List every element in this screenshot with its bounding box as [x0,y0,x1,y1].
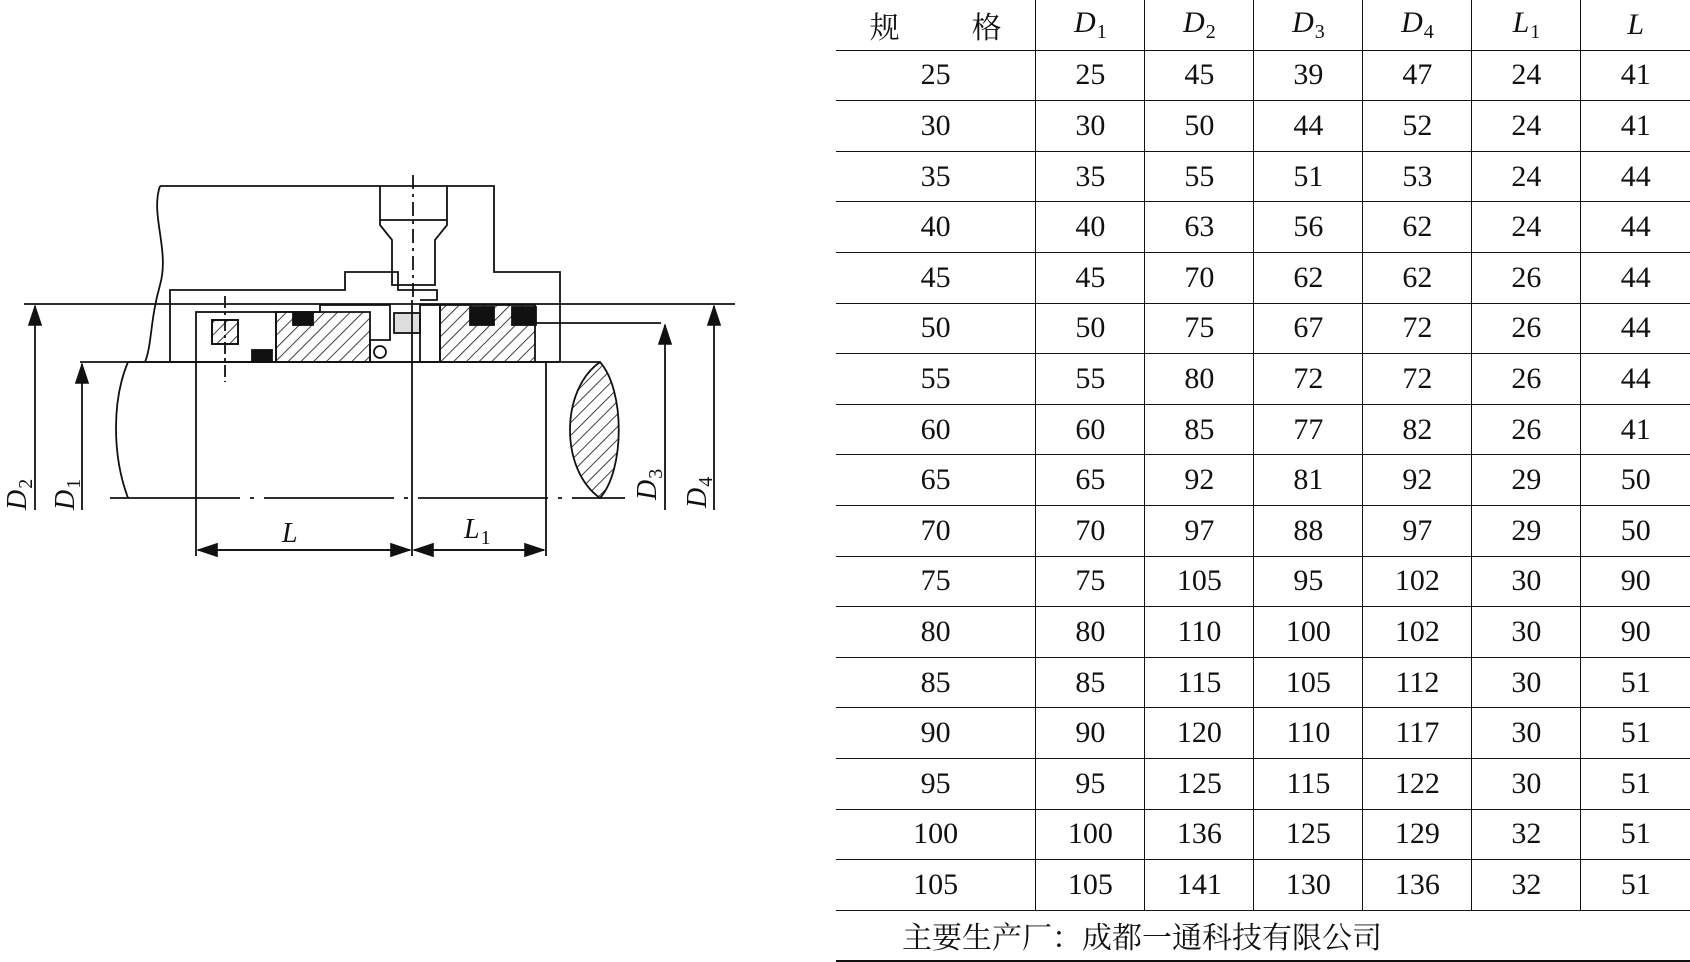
table-cell: 95 [1036,758,1145,809]
table-cell: 75 [836,556,1036,607]
table-cell: 30 [1472,607,1581,658]
table-cell: 30 [1472,758,1581,809]
table-cell: 72 [1254,354,1363,405]
table-row [836,202,1690,253]
table-cell: 30 [836,101,1036,152]
l-label: L [282,518,298,549]
table-cell: 35 [836,151,1036,202]
table-cell: 29 [1472,455,1581,506]
d2-label: $D_2$ [2,478,37,510]
table-cell: 100 [1254,607,1363,658]
table-cell: 85 [1036,657,1145,708]
table-cell: 75 [1036,556,1145,607]
table-row [836,809,1690,860]
table-cell: 50 [1581,455,1690,506]
table-cell: 130 [1254,860,1363,911]
table-cell: 30 [1472,657,1581,708]
table-cell: 85 [1145,404,1254,455]
table-cell: 26 [1472,404,1581,455]
table-row [836,303,1690,354]
table-cell: 51 [1254,151,1363,202]
table-cell: 70 [1036,505,1145,556]
table-cell: 44 [1581,354,1690,405]
table-cell: 52 [1363,101,1472,152]
table-cell: 95 [1254,556,1363,607]
table-cell: 55 [1036,354,1145,405]
table-cell: 25 [836,50,1036,101]
table-footer-row [836,910,1690,961]
table-cell: 105 [836,860,1036,911]
table-row [836,657,1690,708]
table-cell: 72 [1363,303,1472,354]
table-cell: 80 [1036,607,1145,658]
manufacturer-note: 主要生产厂：成都一通科技有限公司 [836,910,1690,961]
table-cell: 92 [1145,455,1254,506]
table-cell: 51 [1581,809,1690,860]
table-cell: 110 [1145,607,1254,658]
table-cell: 95 [836,758,1036,809]
table-cell: 45 [836,252,1036,303]
table-cell: 41 [1581,50,1690,101]
table-cell: 44 [1581,202,1690,253]
table-cell: 105 [1036,860,1145,911]
table-cell: 30 [1472,556,1581,607]
table-cell: 88 [1254,505,1363,556]
table-cell: 50 [1036,303,1145,354]
table-cell: 29 [1472,505,1581,556]
header-d4: $D_4$ [1363,0,1472,50]
rotating-ring [276,312,370,362]
table-cell: 102 [1363,556,1472,607]
table-cell: 40 [836,202,1036,253]
table-cell: 120 [1145,708,1254,759]
table-cell: 60 [836,404,1036,455]
table-cell: 32 [1472,809,1581,860]
table-cell: 125 [1145,758,1254,809]
table-cell: 41 [1581,101,1690,152]
table-cell: 53 [1363,151,1472,202]
table-cell: 35 [1036,151,1145,202]
table-cell: 70 [1145,252,1254,303]
table-cell: 55 [1145,151,1254,202]
table-cell: 97 [1145,505,1254,556]
table-cell: 105 [1145,556,1254,607]
table-cell: 40 [1036,202,1145,253]
table-cell: 44 [1254,101,1363,152]
table-cell: 45 [1145,50,1254,101]
table-cell: 115 [1254,758,1363,809]
table-cell: 80 [836,607,1036,658]
table-cell: 115 [1145,657,1254,708]
d1-label: $D_1$ [50,478,85,510]
table-cell: 60 [1036,404,1145,455]
table-cell: 81 [1254,455,1363,506]
table-cell: 117 [1363,708,1472,759]
table-cell: 92 [1363,455,1472,506]
table-cell: 70 [836,505,1036,556]
table-cell: 65 [836,455,1036,506]
table-row [836,354,1690,405]
table-cell: 41 [1581,404,1690,455]
table-row [836,505,1690,556]
table-cell: 141 [1145,860,1254,911]
table-cell: 125 [1254,809,1363,860]
table-cell: 77 [1254,404,1363,455]
table-row [836,556,1690,607]
table-cell: 50 [1145,101,1254,152]
header-l: L [1581,0,1690,50]
table-cell: 110 [1254,708,1363,759]
table-cell: 55 [836,354,1036,405]
shaft-left-break [116,362,128,498]
table-cell: 26 [1472,303,1581,354]
table-cell: 56 [1254,202,1363,253]
table-cell: 105 [1254,657,1363,708]
table-cell: 44 [1581,252,1690,303]
table-row [836,252,1690,303]
header-d1: $D_1$ [1036,0,1145,50]
table-cell: 100 [836,809,1036,860]
d4-label: $D_4$ [682,476,717,508]
table-cell: 75 [1145,303,1254,354]
header-l1: $L_1$ [1472,0,1581,50]
d3-label: $D_3$ [632,468,667,500]
table-cell: 82 [1363,404,1472,455]
table-cell: 24 [1472,151,1581,202]
table-row [836,758,1690,809]
table-row [836,101,1690,152]
table-cell: 122 [1363,758,1472,809]
l1-label: $L_1$ [464,514,491,549]
table-cell: 62 [1363,202,1472,253]
table-cell: 50 [1581,505,1690,556]
table-row [836,50,1690,101]
table-row [836,708,1690,759]
table-cell: 47 [1363,50,1472,101]
table-row [836,860,1690,911]
table-cell: 80 [1145,354,1254,405]
seal-cross-section [0,0,820,946]
table-cell: 102 [1363,607,1472,658]
table-cell: 63 [1145,202,1254,253]
seal-section-drawing [0,0,820,946]
table-cell: 39 [1254,50,1363,101]
table-cell: 30 [1036,101,1145,152]
table-cell: 100 [1036,809,1145,860]
header-spec: 规 格 [836,0,1036,50]
table-cell: 51 [1581,708,1690,759]
table-cell: 90 [836,708,1036,759]
table-cell: 90 [1036,708,1145,759]
table-cell: 51 [1581,758,1690,809]
table-cell: 72 [1363,354,1472,405]
table-row [836,151,1690,202]
table-cell: 97 [1363,505,1472,556]
table-cell: 32 [1472,860,1581,911]
table-cell: 44 [1581,151,1690,202]
table-cell: 30 [1472,708,1581,759]
table-header-row [836,0,1690,50]
table-row [836,607,1690,658]
table-cell: 51 [1581,860,1690,911]
table-cell: 90 [1581,607,1690,658]
header-d3: $D_3$ [1254,0,1363,50]
table-cell: 62 [1254,252,1363,303]
table-cell: 62 [1363,252,1472,303]
table-cell: 90 [1581,556,1690,607]
table-cell: 85 [836,657,1036,708]
table-cell: 51 [1581,657,1690,708]
table-cell: 129 [1363,809,1472,860]
table-cell: 44 [1581,303,1690,354]
table-cell: 112 [1363,657,1472,708]
table-cell: 24 [1472,50,1581,101]
table-cell: 24 [1472,202,1581,253]
table-cell: 26 [1472,354,1581,405]
table-body [836,50,1690,910]
spec-table [836,0,1690,962]
table-cell: 24 [1472,101,1581,152]
table-cell: 136 [1145,809,1254,860]
table-cell: 26 [1472,252,1581,303]
stationary-ring [394,313,420,333]
table-row [836,455,1690,506]
table-cell: 25 [1036,50,1145,101]
table-cell: 45 [1036,252,1145,303]
table-cell: 50 [836,303,1036,354]
table-cell: 65 [1036,455,1145,506]
header-d2: $D_2$ [1145,0,1254,50]
table-row [836,404,1690,455]
table-cell: 136 [1363,860,1472,911]
table-cell: 67 [1254,303,1363,354]
shaft-right-section [570,362,619,498]
